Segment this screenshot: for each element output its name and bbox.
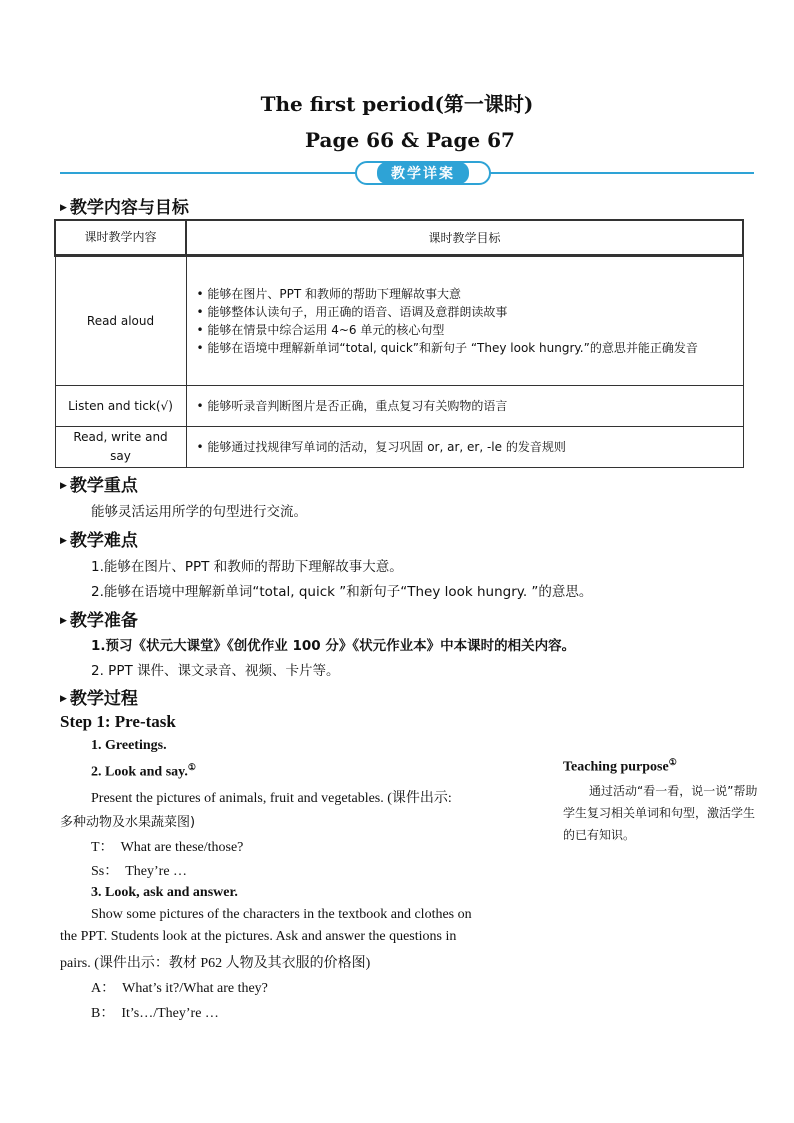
section-objectives — [60, 193, 189, 218]
row-content: Read aloud — [55, 256, 186, 386]
preparation-item: 2. PPT 课件、课文录音、视频、卡片等。 — [91, 663, 340, 679]
objectives-table — [54, 219, 744, 468]
step-item — [91, 762, 196, 781]
utterance: What’s it?/What are they? — [122, 981, 268, 996]
table-row — [55, 386, 743, 427]
section-process — [60, 684, 138, 709]
teaching-purpose-title — [563, 757, 677, 776]
goal-item: • 能够在图片、PPT 和教师的帮助下理解故事大意 — [196, 287, 462, 301]
header-rule-right — [490, 172, 754, 174]
dialog-line — [91, 1002, 219, 1022]
step-text: pairs. (课件出示：教材 P62 人物及其衣服的价格图) — [60, 956, 371, 971]
utterance: They’re … — [125, 864, 188, 879]
speaker: B： — [91, 1006, 115, 1021]
dialog-line — [91, 860, 187, 880]
page-title: The first period(第一课时) — [260, 92, 534, 116]
speaker: T： — [91, 840, 114, 855]
goal-item: • 能够整体认读句子，用正确的语音、语调及意群朗读故事 — [196, 305, 508, 319]
goal-item: • 能够通过找规律写单词的活动，复习巩固 or, ar, er, -le 的发音规则 — [196, 440, 566, 454]
section-preparation-label: 教学准备 — [69, 611, 138, 631]
table-header-row — [55, 220, 743, 256]
section-objectives-label: 教学内容与目标 — [69, 198, 189, 218]
speaker: A： — [91, 981, 116, 996]
dialog-line — [91, 977, 268, 997]
table-row — [55, 256, 743, 386]
key-points-text: 能够灵活运用所学的句型进行交流。 — [91, 504, 307, 520]
difficulty-item: 1.能够在图片、PPT 和教师的帮助下理解故事大意。 — [91, 559, 403, 575]
triangle-bullet-icon: ▶ — [60, 694, 67, 704]
badge-label: 教学详案 — [377, 162, 469, 184]
table-header-goals: 课时教学目标 — [186, 220, 743, 256]
step-text: Present the pictures of animals, fruit and vegetables. (课件出示: — [91, 791, 452, 806]
section-difficulties — [60, 526, 138, 551]
triangle-bullet-icon: ▶ — [60, 481, 67, 491]
step-item: 1. Greetings. — [91, 738, 167, 753]
step-text: Show some pictures of the characters in the textbook and clothes on — [91, 907, 472, 922]
section-process-label: 教学过程 — [69, 689, 138, 709]
section-badge — [355, 161, 491, 185]
goal-item: • 能够听录音判断图片是否正确，重点复习有关购物的语言 — [196, 399, 508, 413]
speaker: Ss： — [91, 864, 119, 879]
row-goals — [186, 256, 743, 386]
table-row — [55, 427, 743, 468]
step-heading: Step 1: Pre-task — [60, 712, 176, 731]
section-preparation — [60, 606, 138, 631]
row-goals — [186, 427, 743, 468]
difficulty-item: 2.能够在语境中理解新单词“total, quick ”和新句子“They look hungry. ”的意思。 — [91, 584, 593, 600]
page-subtitle: Page 66 & Page 67 — [305, 128, 515, 152]
section-key-points — [60, 471, 138, 496]
header-rule-left — [60, 172, 356, 174]
step-item-label: 2. Look and say. — [91, 764, 188, 780]
goal-item: • 能够在情景中综合运用 4~6 单元的核心句型 — [196, 323, 445, 337]
step-item: 3. Look, ask and answer. — [91, 885, 238, 900]
section-difficulties-label: 教学难点 — [69, 531, 138, 551]
teaching-purpose-label: Teaching purpose — [563, 759, 669, 775]
dialog-line — [91, 836, 243, 856]
row-content: Listen and tick(√) — [55, 386, 186, 427]
triangle-bullet-icon: ▶ — [60, 536, 67, 546]
triangle-bullet-icon: ▶ — [60, 616, 67, 626]
step-text: the PPT. Students look at the pictures. Ask and answer the questions in — [60, 929, 457, 944]
step-text: 多种动物及水果蔬菜图) — [60, 815, 196, 830]
goal-item: • 能够在语境中理解新单词“total, quick”和新句子 “They look hungry.”的意思并能正确发音 — [196, 341, 698, 355]
preparation-item: 1.预习《状元大课堂》《创优作业 100 分》《状元作业本》中本课时的相关内容。 — [91, 638, 576, 654]
row-content: Read, write and say — [55, 427, 186, 468]
utterance: It’s…/They’re … — [121, 1006, 219, 1021]
footnote-marker: ① — [187, 762, 196, 772]
table-header-content: 课时教学内容 — [55, 220, 186, 256]
footnote-marker: ① — [668, 757, 677, 767]
triangle-bullet-icon: ▶ — [60, 203, 67, 213]
utterance: What are these/those? — [120, 840, 244, 855]
row-goals — [186, 386, 743, 427]
teaching-purpose-body: 通过活动“看一看，说一说”帮助学生复习相关单词和句型，激活学生的已有知识。 — [563, 784, 758, 842]
section-key-points-label: 教学重点 — [69, 476, 138, 496]
